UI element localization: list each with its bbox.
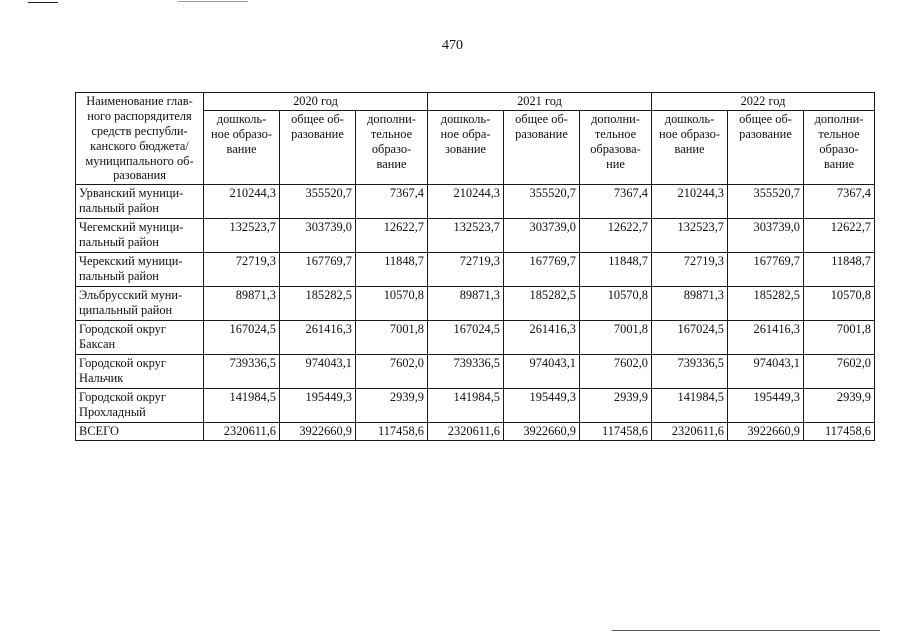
value-cell: 7602,0 <box>804 355 875 389</box>
value-cell: 72719,3 <box>204 253 280 287</box>
sub-column-header: дополни- тельное образо- вание <box>356 111 428 185</box>
total-row <box>76 423 875 441</box>
value-cell: 261416,3 <box>728 321 804 355</box>
value-cell: 185282,5 <box>280 287 356 321</box>
year-header-2021: 2021 год <box>428 93 652 111</box>
row-name-cell: Чегемский муници- пальный район <box>76 219 204 253</box>
value-cell: 355520,7 <box>504 185 580 219</box>
value-cell: 132523,7 <box>652 219 728 253</box>
sub-column-header: дошколь- ное образо- вание <box>652 111 728 185</box>
value-cell: 10570,8 <box>356 287 428 321</box>
table-row <box>76 185 875 219</box>
value-cell: 2939,9 <box>356 389 428 423</box>
value-cell: 12622,7 <box>356 219 428 253</box>
value-cell: 89871,3 <box>428 287 504 321</box>
value-cell: 132523,7 <box>428 219 504 253</box>
year-header-2022: 2022 год <box>652 93 875 111</box>
total-value-cell: 2320611,6 <box>204 423 280 441</box>
value-cell: 195449,3 <box>280 389 356 423</box>
value-cell: 210244,3 <box>652 185 728 219</box>
value-cell: 2939,9 <box>804 389 875 423</box>
row-name-cell: Черекский муници- пальный район <box>76 253 204 287</box>
value-cell: 739336,5 <box>428 355 504 389</box>
value-cell: 210244,3 <box>428 185 504 219</box>
table-row <box>76 355 875 389</box>
year-header-row <box>76 93 875 111</box>
year-header-2020: 2020 год <box>204 93 428 111</box>
value-cell: 303739,0 <box>728 219 804 253</box>
value-cell: 303739,0 <box>280 219 356 253</box>
value-cell: 89871,3 <box>204 287 280 321</box>
budget-table <box>75 92 875 441</box>
table-row <box>76 219 875 253</box>
total-value-cell: 117458,6 <box>804 423 875 441</box>
value-cell: 185282,5 <box>504 287 580 321</box>
sub-column-header: дошколь- ное обра- зование <box>428 111 504 185</box>
value-cell: 167024,5 <box>428 321 504 355</box>
value-cell: 303739,0 <box>504 219 580 253</box>
value-cell: 11848,7 <box>804 253 875 287</box>
sub-column-header: дошколь- ное образо- вание <box>204 111 280 185</box>
value-cell: 7001,8 <box>580 321 652 355</box>
total-value-cell: 3922660,9 <box>504 423 580 441</box>
value-cell: 72719,3 <box>428 253 504 287</box>
value-cell: 7001,8 <box>356 321 428 355</box>
value-cell: 141984,5 <box>652 389 728 423</box>
value-cell: 89871,3 <box>652 287 728 321</box>
value-cell: 7367,4 <box>804 185 875 219</box>
row-name-cell: Городской округ Прохладный <box>76 389 204 423</box>
value-cell: 167769,7 <box>728 253 804 287</box>
value-cell: 10570,8 <box>580 287 652 321</box>
value-cell: 12622,7 <box>804 219 875 253</box>
row-name-cell: Городской округ Баксан <box>76 321 204 355</box>
value-cell: 974043,1 <box>280 355 356 389</box>
row-name-cell: Эльбрусский муни- ципальный район <box>76 287 204 321</box>
value-cell: 261416,3 <box>280 321 356 355</box>
row-name-cell: Урванский муници- пальный район <box>76 185 204 219</box>
value-cell: 167769,7 <box>280 253 356 287</box>
value-cell: 11848,7 <box>580 253 652 287</box>
total-label: ВСЕГО <box>76 423 204 441</box>
value-cell: 167769,7 <box>504 253 580 287</box>
value-cell: 210244,3 <box>204 185 280 219</box>
value-cell: 72719,3 <box>652 253 728 287</box>
value-cell: 195449,3 <box>728 389 804 423</box>
value-cell: 7602,0 <box>356 355 428 389</box>
scan-mark-bottom-right <box>612 630 880 631</box>
sub-column-header: общее об- разование <box>728 111 804 185</box>
table-row <box>76 389 875 423</box>
sub-column-header: общее об- разование <box>504 111 580 185</box>
sub-column-header: общее об- разование <box>280 111 356 185</box>
value-cell: 12622,7 <box>580 219 652 253</box>
total-value-cell: 3922660,9 <box>728 423 804 441</box>
value-cell: 132523,7 <box>204 219 280 253</box>
table-row <box>76 253 875 287</box>
value-cell: 185282,5 <box>728 287 804 321</box>
value-cell: 2939,9 <box>580 389 652 423</box>
scan-mark-top-left <box>28 2 58 3</box>
value-cell: 167024,5 <box>204 321 280 355</box>
value-cell: 974043,1 <box>728 355 804 389</box>
total-value-cell: 2320611,6 <box>652 423 728 441</box>
value-cell: 7001,8 <box>804 321 875 355</box>
sub-column-header: дополни- тельное образова- ние <box>580 111 652 185</box>
value-cell: 10570,8 <box>804 287 875 321</box>
value-cell: 7367,4 <box>580 185 652 219</box>
value-cell: 261416,3 <box>504 321 580 355</box>
value-cell: 739336,5 <box>204 355 280 389</box>
value-cell: 974043,1 <box>504 355 580 389</box>
value-cell: 7602,0 <box>580 355 652 389</box>
value-cell: 167024,5 <box>652 321 728 355</box>
value-cell: 141984,5 <box>428 389 504 423</box>
name-column-header: Наименование глав- ного распорядителя средств республи- канского бюджета/ муниципального об- разования <box>76 93 204 185</box>
table-body <box>76 185 875 441</box>
value-cell: 355520,7 <box>728 185 804 219</box>
row-name-cell: Городской округ Нальчик <box>76 355 204 389</box>
total-value-cell: 3922660,9 <box>280 423 356 441</box>
total-value-cell: 117458,6 <box>356 423 428 441</box>
table-row <box>76 287 875 321</box>
total-value-cell: 117458,6 <box>580 423 652 441</box>
value-cell: 141984,5 <box>204 389 280 423</box>
table-row <box>76 321 875 355</box>
sub-column-header: дополни- тельное образо- вание <box>804 111 875 185</box>
scan-mark-top-center <box>178 1 248 2</box>
value-cell: 195449,3 <box>504 389 580 423</box>
value-cell: 11848,7 <box>356 253 428 287</box>
total-value-cell: 2320611,6 <box>428 423 504 441</box>
value-cell: 7367,4 <box>356 185 428 219</box>
value-cell: 355520,7 <box>280 185 356 219</box>
page-number: 470 <box>442 38 463 53</box>
value-cell: 739336,5 <box>652 355 728 389</box>
